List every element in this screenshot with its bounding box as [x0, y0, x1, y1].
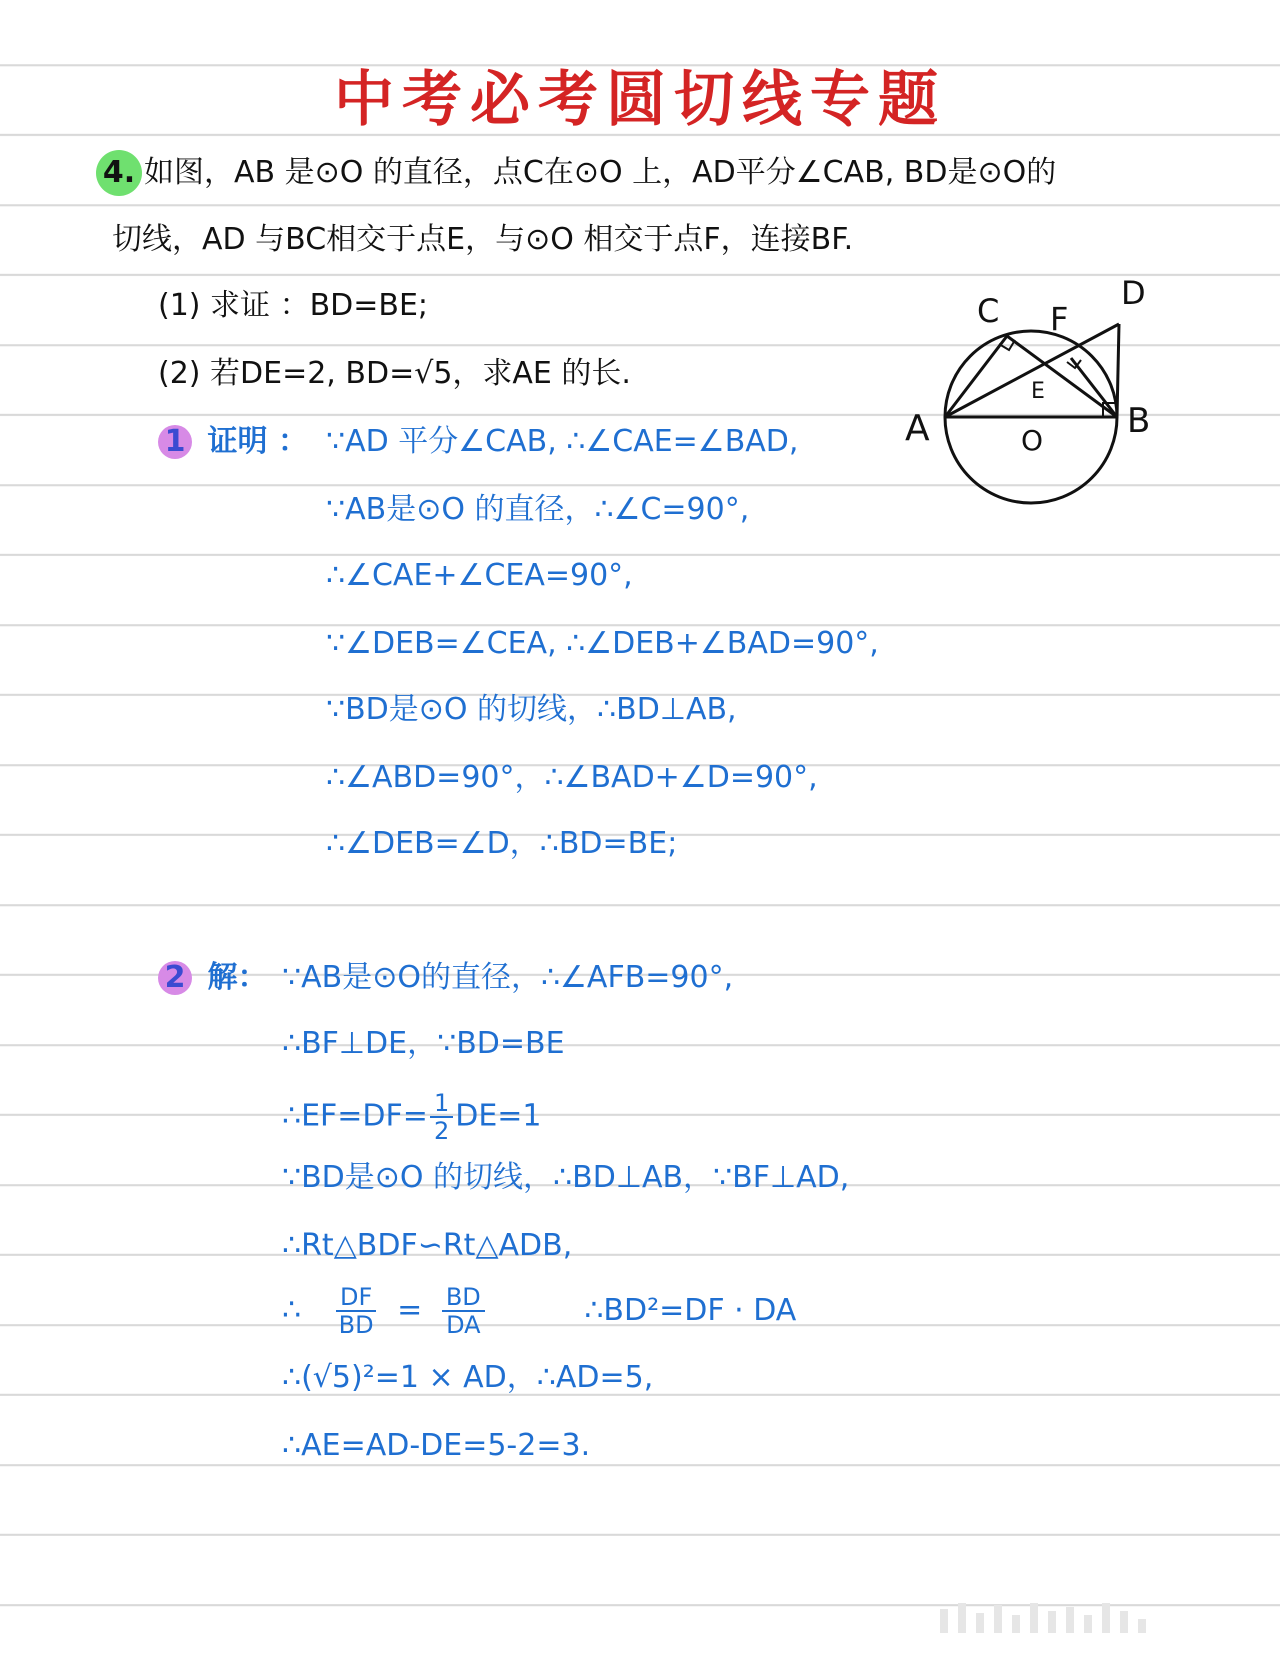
solution1-line: ∴∠DEB=∠D，∴BD=BE;: [326, 826, 678, 861]
fraction-numerator: DF: [336, 1284, 376, 1312]
question-part-2: (2) 若DE=2, BD=√5，求AE 的长.: [158, 356, 631, 391]
text-segment: DE=1: [455, 1098, 542, 1134]
solution1-line: ∴∠ABD=90°，∴∠BAD+∠D=90°,: [326, 760, 818, 795]
label-a: A: [905, 408, 930, 449]
label-c: C: [977, 292, 1000, 330]
watermark-bars: [940, 1589, 1210, 1633]
label-o: O: [1021, 424, 1044, 457]
question-part-1: (1) 求证 ：BD=BE;: [158, 288, 429, 323]
question-number: 4.: [96, 150, 142, 196]
solution1-line: ∵BD是⊙O 的切线，∴BD⊥AB,: [326, 692, 737, 727]
label-d: D: [1121, 274, 1146, 312]
solution2-line: ∴(√5)²=1 × AD，∴AD=5,: [282, 1360, 654, 1395]
question-line-2: 切线，AD 与BC相交于点E，与⊙O 相交于点F，连接BF.: [112, 222, 854, 257]
solution1-label: 证明 ：: [207, 424, 308, 459]
solution1-head: [158, 420, 308, 464]
solution2-line: ∴BF⊥DE，∵BD=BE: [282, 1026, 565, 1061]
solution2-line: ∴Rt△BDF∽Rt△ADB,: [282, 1228, 573, 1263]
fraction-numerator: BD: [442, 1284, 485, 1312]
text-segment: ∴BD²=DF · DA: [584, 1292, 797, 1328]
solution2-line: ∵BD是⊙O 的切线，∴BD⊥AB，∵BF⊥AD,: [282, 1160, 850, 1195]
solution2-line-ratio: [282, 1284, 796, 1338]
fraction-denominator: DA: [446, 1311, 481, 1339]
tangent-bd: [1117, 324, 1119, 417]
text-segment: ∴EF=DF=: [282, 1098, 428, 1134]
solution1-line: ∵AB是⊙O 的直径，∴∠C=90°,: [326, 492, 750, 527]
solution1-mark: 1: [158, 425, 192, 459]
fraction-denominator: 2: [433, 1117, 450, 1145]
fraction-numerator: 1: [430, 1090, 453, 1118]
solution1-line: ∴∠CAE+∠CEA=90°,: [326, 558, 633, 593]
solution2-head: [158, 956, 268, 1000]
solution2-mark: 2: [158, 961, 192, 995]
text-segment: ∴: [282, 1292, 302, 1328]
question-text-1: 如图，AB 是⊙O 的直径，点C在⊙O 上，AD平分∠CAB, BD是⊙O的: [144, 155, 1057, 190]
question-line-1: [96, 150, 1056, 196]
solution1-line: ∵AD 平分∠CAB, ∴∠CAE=∠BAD,: [326, 424, 799, 459]
fraction-df-bd: [335, 1284, 378, 1338]
fraction-denominator: BD: [338, 1311, 374, 1339]
solution2-label: 解：: [207, 960, 268, 995]
geometry-diagram: [895, 272, 1175, 522]
fraction-bd-da: [442, 1284, 485, 1338]
solution2-line: ∴AE=AD-DE=5-2=3.: [282, 1428, 591, 1463]
label-b: B: [1127, 401, 1151, 441]
fraction-half: [430, 1090, 453, 1144]
label-e: E: [1031, 379, 1045, 404]
solution2-line-fraction: [282, 1090, 542, 1144]
solution1-line: ∵∠DEB=∠CEA, ∴∠DEB+∠BAD=90°,: [326, 626, 879, 661]
solution2-line: ∵AB是⊙O的直径，∴∠AFB=90°,: [282, 960, 734, 995]
page-title: 中考必考圆切线专题: [334, 65, 946, 135]
text-segment: =: [397, 1292, 423, 1328]
label-f: F: [1050, 300, 1069, 338]
